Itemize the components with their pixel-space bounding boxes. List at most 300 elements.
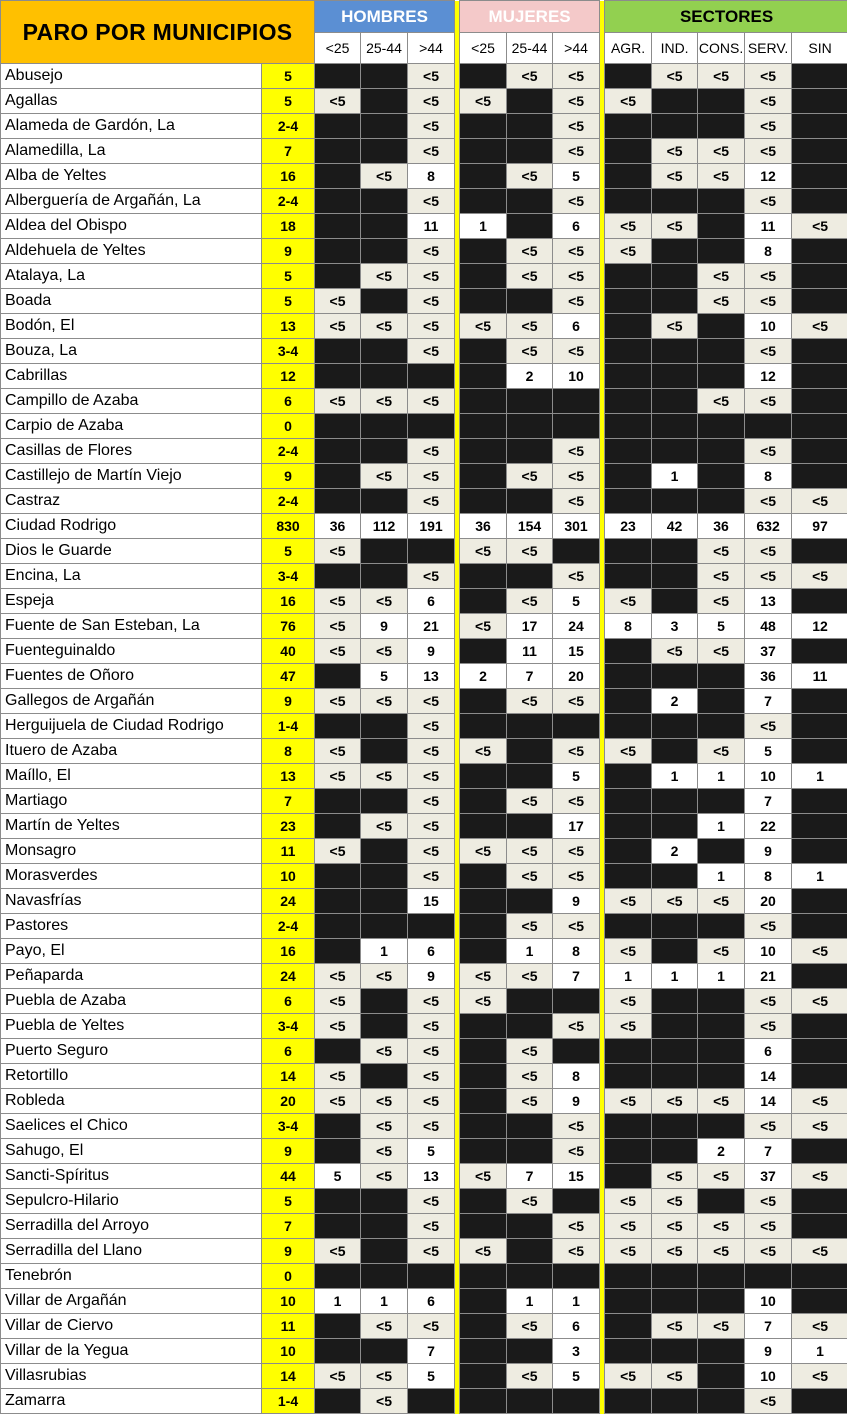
- value-cell: <5: [553, 339, 600, 364]
- value-cell: 36: [460, 514, 507, 539]
- value-cell: 3: [652, 614, 698, 639]
- value-cell: <5: [792, 214, 847, 239]
- value-cell: [460, 1364, 507, 1389]
- value-cell: [698, 239, 745, 264]
- value-cell: <5: [698, 939, 745, 964]
- total-cell: 20: [262, 1089, 315, 1114]
- subheader-sector-ind: IND.: [652, 33, 698, 64]
- value-cell: [792, 339, 847, 364]
- value-cell: 1: [698, 764, 745, 789]
- table-row: [1, 89, 847, 114]
- value-cell: 10: [745, 764, 792, 789]
- municipality-name: Villar de Argañán: [1, 1289, 262, 1314]
- value-cell: <5: [652, 314, 698, 339]
- value-cell: 15: [553, 1164, 600, 1189]
- total-cell: 9: [262, 689, 315, 714]
- total-cell: 2-4: [262, 489, 315, 514]
- value-cell: <5: [698, 64, 745, 89]
- value-cell: 5: [408, 1139, 455, 1164]
- value-cell: <5: [315, 1089, 361, 1114]
- value-cell: [792, 589, 847, 614]
- value-cell: <5: [745, 439, 792, 464]
- value-cell: <5: [408, 1239, 455, 1264]
- value-cell: <5: [698, 389, 745, 414]
- value-cell: 2: [652, 839, 698, 864]
- value-cell: <5: [652, 1239, 698, 1264]
- subheader-mujeres-over44: >44: [553, 33, 600, 64]
- value-cell: [605, 839, 652, 864]
- table-row: [1, 1289, 847, 1314]
- value-cell: <5: [361, 689, 408, 714]
- value-cell: <5: [745, 264, 792, 289]
- value-cell: <5: [553, 189, 600, 214]
- value-cell: [745, 414, 792, 439]
- value-cell: [605, 364, 652, 389]
- value-cell: <5: [507, 539, 553, 564]
- municipality-name: Puebla de Azaba: [1, 989, 262, 1014]
- value-cell: <5: [315, 614, 361, 639]
- value-cell: <5: [745, 389, 792, 414]
- value-cell: [792, 714, 847, 739]
- table-row: [1, 864, 847, 889]
- value-cell: 9: [361, 614, 408, 639]
- table-row: [1, 414, 847, 439]
- value-cell: [507, 764, 553, 789]
- total-cell: 16: [262, 164, 315, 189]
- value-cell: <5: [361, 589, 408, 614]
- value-cell: <5: [553, 464, 600, 489]
- value-cell: 5: [553, 589, 600, 614]
- total-cell: 6: [262, 1039, 315, 1064]
- value-cell: [605, 439, 652, 464]
- value-cell: 191: [408, 514, 455, 539]
- value-cell: <5: [792, 1164, 847, 1189]
- value-cell: [792, 814, 847, 839]
- value-cell: [698, 1264, 745, 1289]
- value-cell: 11: [792, 664, 847, 689]
- table-row: [1, 1064, 847, 1089]
- value-cell: [652, 989, 698, 1014]
- value-cell: [507, 1389, 553, 1414]
- total-cell: 23: [262, 814, 315, 839]
- value-cell: [361, 1064, 408, 1089]
- value-cell: <5: [652, 214, 698, 239]
- table-row: [1, 189, 847, 214]
- value-cell: [507, 389, 553, 414]
- total-cell: 44: [262, 1164, 315, 1189]
- value-cell: [315, 1189, 361, 1214]
- value-cell: [507, 564, 553, 589]
- table-row: [1, 1339, 847, 1364]
- value-cell: 1: [605, 964, 652, 989]
- municipality-name: Alberguería de Argañán, La: [1, 189, 262, 214]
- value-cell: [652, 1064, 698, 1089]
- value-cell: [698, 664, 745, 689]
- table-row: [1, 589, 847, 614]
- value-cell: 5: [698, 614, 745, 639]
- value-cell: <5: [553, 739, 600, 764]
- municipality-name: Alamedilla, La: [1, 139, 262, 164]
- value-cell: [460, 914, 507, 939]
- total-cell: 7: [262, 139, 315, 164]
- value-cell: <5: [507, 914, 553, 939]
- value-cell: <5: [745, 1114, 792, 1139]
- total-cell: 6: [262, 989, 315, 1014]
- value-cell: [605, 1314, 652, 1339]
- value-cell: <5: [745, 64, 792, 89]
- value-cell: [698, 489, 745, 514]
- value-cell: [652, 1114, 698, 1139]
- value-cell: [652, 814, 698, 839]
- municipality-name: Serradilla del Arroyo: [1, 1214, 262, 1239]
- value-cell: [460, 814, 507, 839]
- value-cell: <5: [507, 864, 553, 889]
- value-cell: 5: [361, 664, 408, 689]
- value-cell: [460, 1189, 507, 1214]
- value-cell: [652, 339, 698, 364]
- value-cell: [361, 739, 408, 764]
- value-cell: <5: [315, 589, 361, 614]
- municipality-name: Martiago: [1, 789, 262, 814]
- value-cell: <5: [553, 264, 600, 289]
- table-row: [1, 789, 847, 814]
- total-cell: 1-4: [262, 714, 315, 739]
- value-cell: [460, 264, 507, 289]
- value-cell: <5: [698, 889, 745, 914]
- value-cell: [605, 1339, 652, 1364]
- value-cell: 1: [315, 1289, 361, 1314]
- value-cell: [698, 364, 745, 389]
- value-cell: [460, 1039, 507, 1064]
- value-cell: <5: [745, 89, 792, 114]
- value-cell: <5: [315, 1014, 361, 1039]
- value-cell: [361, 539, 408, 564]
- value-cell: <5: [745, 1189, 792, 1214]
- value-cell: <5: [315, 989, 361, 1014]
- value-cell: <5: [652, 1164, 698, 1189]
- value-cell: 10: [745, 1289, 792, 1314]
- value-cell: <5: [553, 239, 600, 264]
- municipality-name: Martín de Yeltes: [1, 814, 262, 839]
- subheader-sector-agr: AGR.: [605, 33, 652, 64]
- value-cell: [361, 914, 408, 939]
- value-cell: 8: [745, 864, 792, 889]
- value-cell: <5: [605, 1364, 652, 1389]
- value-cell: <5: [507, 1364, 553, 1389]
- table-row: [1, 739, 847, 764]
- municipality-name: Puerto Seguro: [1, 1039, 262, 1064]
- value-cell: [698, 1389, 745, 1414]
- subheader-sector-cons: CONS.: [698, 33, 745, 64]
- subheader-hombres-under25: <25: [315, 33, 361, 64]
- total-cell: 6: [262, 389, 315, 414]
- value-cell: [652, 914, 698, 939]
- value-cell: 1: [652, 464, 698, 489]
- municipality-name: Castraz: [1, 489, 262, 514]
- value-cell: <5: [507, 1189, 553, 1214]
- table-row: [1, 139, 847, 164]
- municipality-name: Morasverdes: [1, 864, 262, 889]
- value-cell: [361, 1014, 408, 1039]
- value-cell: 42: [652, 514, 698, 539]
- value-cell: [460, 939, 507, 964]
- value-cell: [408, 914, 455, 939]
- table-title: PARO POR MUNICIPIOS: [1, 1, 315, 64]
- value-cell: <5: [605, 89, 652, 114]
- total-cell: 7: [262, 789, 315, 814]
- value-cell: [460, 239, 507, 264]
- value-cell: <5: [605, 989, 652, 1014]
- total-cell: 7: [262, 1214, 315, 1239]
- value-cell: <5: [507, 1039, 553, 1064]
- value-cell: 9: [745, 839, 792, 864]
- value-cell: 7: [507, 1164, 553, 1189]
- municipality-name: Maíllo, El: [1, 764, 262, 789]
- value-cell: 23: [605, 514, 652, 539]
- value-cell: [698, 1289, 745, 1314]
- value-cell: [460, 1064, 507, 1089]
- municipality-name: Peñaparda: [1, 964, 262, 989]
- value-cell: 36: [315, 514, 361, 539]
- value-cell: <5: [408, 1064, 455, 1089]
- value-cell: [315, 1139, 361, 1164]
- value-cell: <5: [361, 639, 408, 664]
- value-cell: 17: [553, 814, 600, 839]
- value-cell: <5: [361, 264, 408, 289]
- value-cell: [315, 1389, 361, 1414]
- value-cell: <5: [792, 989, 847, 1014]
- value-cell: [460, 1314, 507, 1339]
- value-cell: [460, 864, 507, 889]
- value-cell: [605, 339, 652, 364]
- municipality-name: Alba de Yeltes: [1, 164, 262, 189]
- value-cell: [652, 189, 698, 214]
- value-cell: [460, 64, 507, 89]
- value-cell: <5: [605, 939, 652, 964]
- value-cell: [652, 1389, 698, 1414]
- total-cell: 9: [262, 1239, 315, 1264]
- value-cell: [361, 839, 408, 864]
- value-cell: [553, 1189, 600, 1214]
- value-cell: [361, 1239, 408, 1264]
- total-cell: 14: [262, 1064, 315, 1089]
- table-row: [1, 914, 847, 939]
- value-cell: [605, 914, 652, 939]
- value-cell: <5: [553, 64, 600, 89]
- value-cell: 6: [553, 1314, 600, 1339]
- municipality-name: Castillejo de Martín Viejo: [1, 464, 262, 489]
- table-row: [1, 1189, 847, 1214]
- value-cell: [460, 114, 507, 139]
- value-cell: [460, 689, 507, 714]
- value-cell: [361, 714, 408, 739]
- value-cell: <5: [361, 1139, 408, 1164]
- total-cell: 11: [262, 1314, 315, 1339]
- value-cell: <5: [507, 589, 553, 614]
- value-cell: <5: [315, 839, 361, 864]
- value-cell: [652, 739, 698, 764]
- value-cell: [361, 114, 408, 139]
- value-cell: <5: [605, 589, 652, 614]
- value-cell: <5: [792, 489, 847, 514]
- value-cell: <5: [408, 864, 455, 889]
- value-cell: [792, 1139, 847, 1164]
- value-cell: [361, 564, 408, 589]
- value-cell: 10: [745, 314, 792, 339]
- value-cell: <5: [698, 589, 745, 614]
- value-cell: [315, 664, 361, 689]
- value-cell: 6: [553, 314, 600, 339]
- value-cell: [698, 1039, 745, 1064]
- municipality-name: Sahugo, El: [1, 1139, 262, 1164]
- value-cell: 36: [745, 664, 792, 689]
- value-cell: <5: [698, 739, 745, 764]
- value-cell: [460, 639, 507, 664]
- value-cell: [315, 489, 361, 514]
- value-cell: [792, 1064, 847, 1089]
- total-cell: 2-4: [262, 189, 315, 214]
- value-cell: <5: [315, 764, 361, 789]
- total-cell: 76: [262, 614, 315, 639]
- total-cell: 0: [262, 1264, 315, 1289]
- value-cell: 1: [698, 964, 745, 989]
- value-cell: <5: [553, 114, 600, 139]
- value-cell: <5: [745, 1389, 792, 1414]
- total-cell: 13: [262, 314, 315, 339]
- value-cell: <5: [605, 889, 652, 914]
- value-cell: [507, 1239, 553, 1264]
- value-cell: [315, 164, 361, 189]
- value-cell: [315, 464, 361, 489]
- value-cell: <5: [408, 114, 455, 139]
- value-cell: <5: [698, 264, 745, 289]
- value-cell: <5: [460, 1239, 507, 1264]
- municipality-name: Serradilla del Llano: [1, 1239, 262, 1264]
- value-cell: <5: [652, 1214, 698, 1239]
- municipality-name: Ciudad Rodrigo: [1, 514, 262, 539]
- total-cell: 3-4: [262, 1014, 315, 1039]
- value-cell: [507, 489, 553, 514]
- value-cell: [792, 364, 847, 389]
- value-cell: <5: [698, 1314, 745, 1339]
- value-cell: [460, 889, 507, 914]
- value-cell: <5: [315, 1364, 361, 1389]
- value-cell: <5: [361, 314, 408, 339]
- value-cell: [698, 314, 745, 339]
- value-cell: [507, 814, 553, 839]
- value-cell: [553, 1264, 600, 1289]
- value-cell: <5: [507, 339, 553, 364]
- value-cell: <5: [408, 764, 455, 789]
- subheader-sector-sin: SIN: [792, 33, 847, 64]
- table-row: [1, 1164, 847, 1189]
- value-cell: [315, 914, 361, 939]
- value-cell: 15: [408, 889, 455, 914]
- value-cell: <5: [507, 164, 553, 189]
- value-cell: <5: [698, 1164, 745, 1189]
- table-row: [1, 639, 847, 664]
- value-cell: [605, 664, 652, 689]
- value-cell: [460, 1389, 507, 1414]
- value-cell: <5: [315, 964, 361, 989]
- value-cell: [507, 1264, 553, 1289]
- value-cell: 6: [745, 1039, 792, 1064]
- value-cell: <5: [361, 1039, 408, 1064]
- value-cell: [507, 89, 553, 114]
- value-cell: <5: [745, 914, 792, 939]
- value-cell: <5: [553, 914, 600, 939]
- value-cell: [652, 789, 698, 814]
- value-cell: <5: [361, 164, 408, 189]
- total-cell: 40: [262, 639, 315, 664]
- value-cell: <5: [361, 1389, 408, 1414]
- value-cell: <5: [408, 64, 455, 89]
- table-row: [1, 664, 847, 689]
- total-cell: 5: [262, 539, 315, 564]
- value-cell: <5: [553, 839, 600, 864]
- value-cell: <5: [361, 389, 408, 414]
- value-cell: [652, 714, 698, 739]
- value-cell: <5: [315, 639, 361, 664]
- value-cell: [361, 339, 408, 364]
- municipality-name: Monsagro: [1, 839, 262, 864]
- value-cell: [652, 389, 698, 414]
- value-cell: 37: [745, 639, 792, 664]
- value-cell: <5: [408, 1014, 455, 1039]
- table-row: [1, 764, 847, 789]
- value-cell: [792, 264, 847, 289]
- value-cell: <5: [408, 439, 455, 464]
- value-cell: <5: [553, 564, 600, 589]
- value-cell: 2: [507, 364, 553, 389]
- group-header-mujeres: MUJERES: [460, 1, 600, 33]
- table-row: [1, 214, 847, 239]
- value-cell: [605, 1164, 652, 1189]
- value-cell: [361, 214, 408, 239]
- value-cell: 20: [553, 664, 600, 689]
- value-cell: <5: [553, 1139, 600, 1164]
- value-cell: <5: [745, 339, 792, 364]
- subheader-sector-serv: SERV.: [745, 33, 792, 64]
- value-cell: [361, 989, 408, 1014]
- value-cell: 11: [507, 639, 553, 664]
- value-cell: <5: [408, 1039, 455, 1064]
- municipality-name: Payo, El: [1, 939, 262, 964]
- value-cell: <5: [408, 1314, 455, 1339]
- value-cell: <5: [408, 1114, 455, 1139]
- value-cell: [698, 214, 745, 239]
- value-cell: [361, 239, 408, 264]
- value-cell: <5: [553, 89, 600, 114]
- value-cell: [460, 764, 507, 789]
- value-cell: <5: [315, 289, 361, 314]
- value-cell: 10: [745, 1364, 792, 1389]
- value-cell: 97: [792, 514, 847, 539]
- value-cell: <5: [745, 114, 792, 139]
- value-cell: <5: [605, 1089, 652, 1114]
- value-cell: <5: [507, 1314, 553, 1339]
- value-cell: [460, 464, 507, 489]
- value-cell: 1: [652, 764, 698, 789]
- value-cell: <5: [507, 964, 553, 989]
- value-cell: 10: [553, 364, 600, 389]
- table-row: [1, 1139, 847, 1164]
- value-cell: [698, 1114, 745, 1139]
- value-cell: [698, 689, 745, 714]
- value-cell: [792, 689, 847, 714]
- value-cell: <5: [507, 239, 553, 264]
- value-cell: [652, 89, 698, 114]
